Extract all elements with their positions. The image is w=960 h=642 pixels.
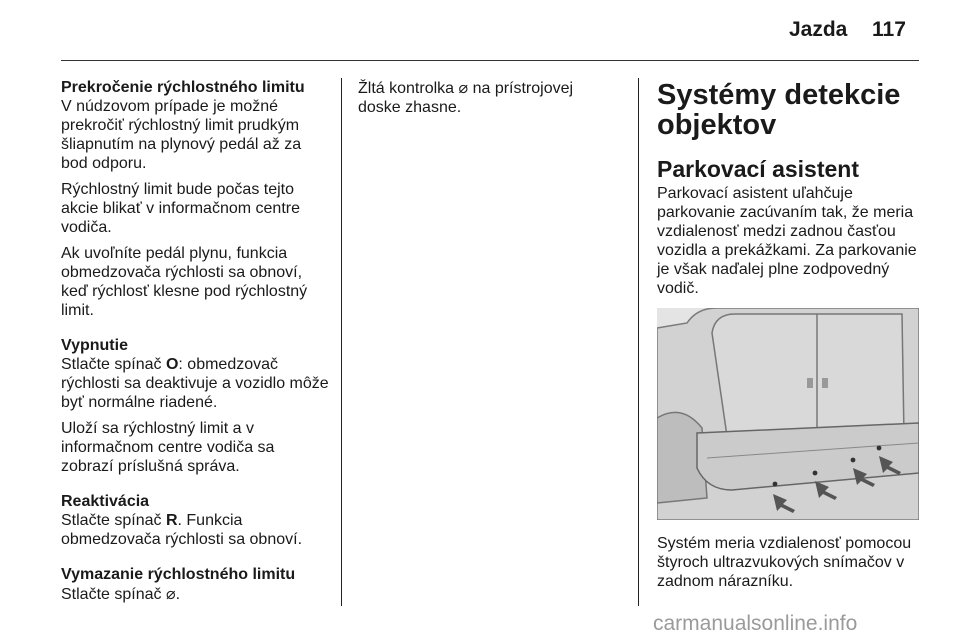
paragraph: Stlačte spínač O: obmedzovač rýchlosti sa deaktivuje a vozidlo môže byť normálne riadené. — [61, 356, 329, 411]
van-rear-illustration — [657, 308, 919, 520]
header-title: Jazda — [789, 18, 848, 41]
column-1 — [61, 78, 331, 611]
column-3 — [657, 78, 922, 598]
paragraph: Stlačte spínač ⌀. — [61, 584, 181, 603]
section-heading: Prekročenie rýchlostného limitu — [61, 79, 305, 96]
paragraph: Rýchlostný limit bude počas tejto akcie blikať v informačnom centre vodiča. — [61, 181, 300, 236]
switch-r-symbol: R — [165, 512, 178, 529]
paragraph: Žltá kontrolka ⌀ na prístrojovej doske zhasne. — [358, 78, 574, 116]
paragraph: Uloží sa rýchlostný limit a v informačnom centre vodiča sa zobrazí príslušná správa. — [61, 420, 275, 475]
paragraph: Parkovací asistent uľahčuje parkovanie zacúvaním tak, že meria vzdialenosť medzi zadnou časťou vozidla a prekážkami. Za parkovanie je však naďalej plne zodpovedný vodič. — [657, 185, 917, 297]
paragraph: Stlačte spínač R. Funkcia obmedzovača rýchlosti sa obnoví. — [61, 512, 303, 548]
speed-limiter-icon: ⌀ — [458, 78, 469, 97]
column-2 — [358, 78, 620, 124]
chapter-heading: Systémy detekcie objektov — [657, 79, 901, 141]
parking-sensors-figure — [657, 308, 919, 520]
section-heading: Reaktivácia — [61, 493, 150, 510]
section-heading: Vymazanie rýchlostného limitu — [61, 566, 296, 583]
section-heading: Vypnutie — [61, 337, 128, 354]
paragraph: Ak uvoľníte pedál plynu, funkcia obmedzovača rýchlosti sa obnoví, keď rýchlosť klesne pod rýchlostný limit. — [61, 245, 308, 319]
column-divider — [341, 78, 342, 606]
column-divider — [638, 78, 639, 606]
section-heading: Parkovací asistent — [657, 156, 860, 182]
switch-o-symbol: O — [165, 356, 179, 373]
header-divider — [61, 60, 919, 61]
speed-limiter-icon: ⌀ — [165, 584, 176, 603]
figure-caption: Systém meria vzdialenosť pomocou štyroch ultrazvukových snímačov v zadnom nárazníku. — [657, 535, 912, 590]
watermark: carmanualsonline.info — [653, 612, 858, 635]
paragraph: V núdzovom prípade je možné prekročiť rýchlostný limit prudkým šliapnutím na plynový pedál až za bod odporu. — [61, 98, 302, 172]
page-number: 117 — [872, 18, 906, 41]
